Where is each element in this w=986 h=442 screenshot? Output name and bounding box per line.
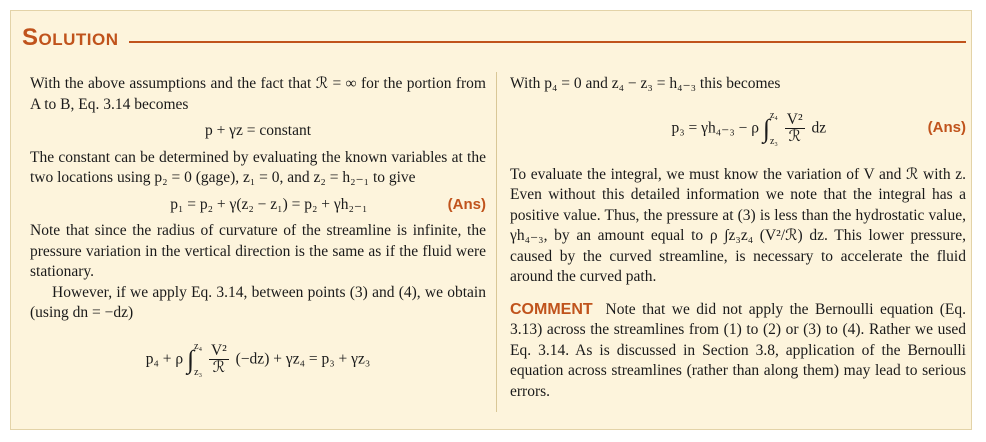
paragraph: With the above assumptions and the fact that ℛ = ∞ for the portion from A to B, Eq. 3.14 becomes xyxy=(30,75,486,113)
paragraph: Note that since the radius of curvature of the streamline is infinite, the pressure variation in the vertical direction is the same as if the fluid were stationary. xyxy=(30,222,486,280)
paragraph: The constant can be determined by evaluating the known variables at the two locations using p₂ = 0 (gage), z₁ = 0, and z₂ = h₂₋₁ to give xyxy=(30,148,486,186)
solution-header xyxy=(22,24,966,52)
answer-label: (Ans) xyxy=(927,119,966,137)
equation-text: p₁ = p₂ + γ(z₂ − z₁) = p₂ + γh₂₋₁ xyxy=(170,195,368,213)
equation-p3 xyxy=(510,103,966,155)
equation-rhs: (−dz) + γz₄ = p₃ + γz₃ xyxy=(235,350,371,368)
column-divider xyxy=(496,72,497,412)
integral-lower-limit: z₃ xyxy=(769,135,778,147)
section-title: Solution xyxy=(22,24,119,51)
integral-lower-limit: z₃ xyxy=(194,366,203,378)
comment-paragraph xyxy=(510,300,966,403)
fraction xyxy=(209,343,229,376)
answer-label: (Ans) xyxy=(447,195,486,213)
fraction-numerator: V² xyxy=(210,342,227,359)
fraction-numerator: V² xyxy=(786,111,803,128)
equation-lhs: p₄ + ρ xyxy=(145,350,184,368)
integral-upper-limit: z₄ xyxy=(769,109,778,121)
integral-upper-limit: z₄ xyxy=(194,340,203,352)
fraction-denominator: ℛ xyxy=(788,128,801,145)
fraction xyxy=(785,112,805,145)
right-column xyxy=(510,74,966,402)
comment-text: Note that we did not apply the Bernoulli equation (Eq. 3.13) across the streamlines from (1) to (2) or (3) to (4). Rather we used Eq. 3.14. As is discussed in Section 3.8, application of the Bernoulli equation across streamlines (rather than along them) may lead to serious errors. xyxy=(510,300,967,400)
equation-constant: p + γz = constant xyxy=(204,122,312,139)
paragraph: With p₄ = 0 and z₄ − z₃ = h₄₋₃ this becomes xyxy=(510,75,781,92)
integral-sign: ∫ xyxy=(187,344,195,374)
equation-p1 xyxy=(30,195,486,216)
equation-integral-left xyxy=(30,334,486,386)
paragraph: To evaluate the integral, we must know the variation of V and ℛ with z. Even without this detailed information we note that the integral has a positive value. Thus, the pressure at (3) is less than the hydrostatic value, γh₄₋₃, by an amount equal to ρ ∫z₃z₄ (V²/ℛ) dz. This lower pressure, caused by the curved streamline, is necessary to accelerate the fluid around the curved path. xyxy=(510,165,966,285)
left-column xyxy=(30,74,486,392)
equation-lhs: p₃ = γh₄₋₃ − ρ xyxy=(671,119,759,137)
integral-sign: ∫ xyxy=(762,113,770,143)
equation-body xyxy=(672,103,827,155)
paragraph: However, if we apply Eq. 3.14, between points (3) and (4), we obtain (using dn = −dz) xyxy=(30,283,486,321)
comment-heading: COMMENT xyxy=(510,300,593,318)
fraction-denominator: ℛ xyxy=(212,359,226,376)
equation-rhs: dz xyxy=(811,119,827,137)
header-rule xyxy=(129,41,967,43)
